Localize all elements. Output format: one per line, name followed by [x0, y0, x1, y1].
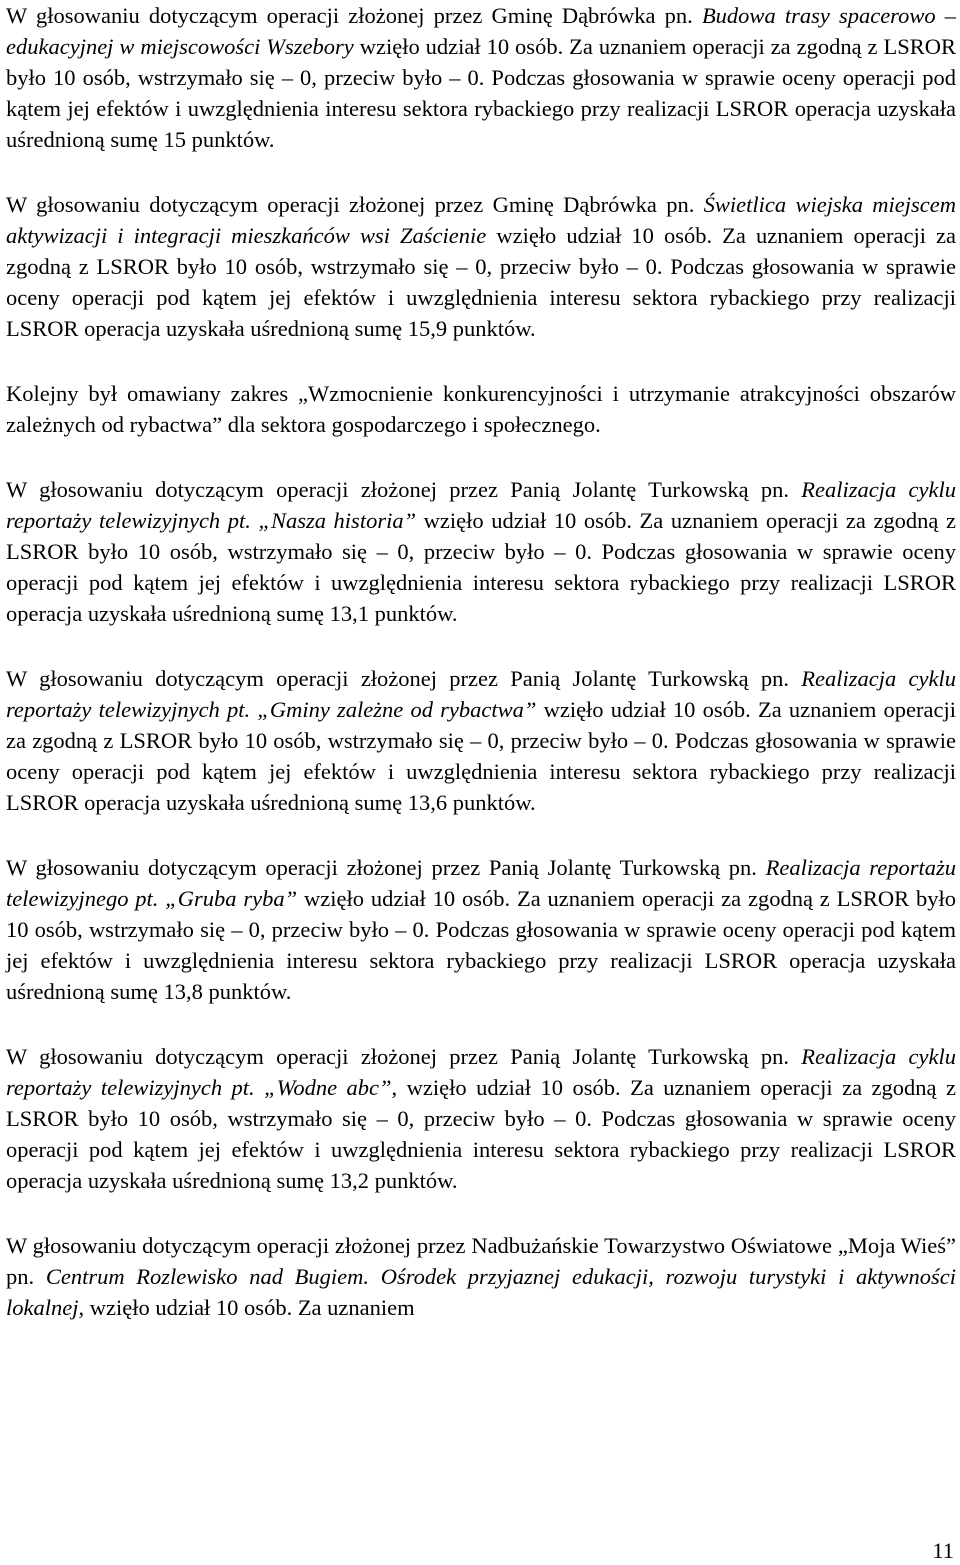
operation-title: Budowa trasy spacerowo – edukacyjnej w miejscowości Wszebory [6, 3, 956, 59]
operation-title: Realizacja cyklu reportaży telewizyjnych pt. „Wodne abc” [6, 1044, 956, 1100]
paragraph-text: wzięło udział 10 osób. Za uznaniem operacji za zgodną z LSROR było 10 osób, wstrzymało się – 0, przeciw było – 0. Podczas głosowania w sprawie oceny operacji pod kątem jej efektów i uwzględnienia interesu sektora rybackiego przy realizacji LSROR operacja uzyskała uśrednioną sumę 13,6 punktów. [6, 697, 956, 815]
paragraph [6, 378, 956, 440]
paragraph [6, 0, 956, 155]
paragraph-text: W głosowaniu dotyczącym operacji złożonej przez Panią Jolantę Turkowską pn. [6, 855, 766, 880]
paragraph-text: wzięło udział 10 osób. Za uznaniem operacji za zgodną z LSROR było 10 osób, wstrzymało się – 0, przeciw było – 0. Podczas głosowania w sprawie oceny operacji pod kątem jej efektów i uwzględnienia interesu sektora rybackiego przy realizacji LSROR operacja uzyskała uśrednioną sumę 15,9 punktów. [6, 223, 956, 341]
operation-title: Świetlica wiejska miejscem aktywizacji i integracji mieszkańców wsi Zaścienie [6, 192, 956, 248]
operation-title: Realizacja reportażu telewizyjnego pt. „Gruba ryba” [6, 855, 956, 911]
paragraph-text: W głosowaniu dotyczącym operacji złożonej przez Nadbużańskie Towarzystwo Oświatowe „Moja Wieś” pn. [6, 1233, 956, 1289]
paragraph [6, 663, 956, 818]
paragraph-text: , wzięło udział 10 osób. Za uznaniem [78, 1295, 415, 1320]
paragraph [6, 474, 956, 629]
paragraph-text: , wzięło udział 10 osób. Za uznaniem operacji za zgodną z LSROR było 10 osób, wstrzymało się – 0, przeciw było – 0. Podczas głosowania w sprawie oceny operacji pod kątem jej efektów i uwzględnienia interesu sektora rybackiego przy realizacji LSROR operacja uzyskała uśrednioną sumę 13,2 punktów. [6, 1075, 956, 1193]
paragraph-text: W głosowaniu dotyczącym operacji złożonej przez Panią Jolantę Turkowską pn. [6, 477, 802, 502]
paragraph [6, 189, 956, 344]
paragraph [6, 1041, 956, 1196]
paragraph-text: W głosowaniu dotyczącym operacji złożonej przez Gminę Dąbrówka pn. [6, 192, 704, 217]
paragraph-text: wzięło udział 10 osób. Za uznaniem operacji za zgodną z LSROR było 10 osób, wstrzymało się – 0, przeciw było – 0. Podczas głosowania w sprawie oceny operacji pod kątem jej efektów i uwzględnienia interesu sektora rybackiego przy realizacji LSROR operacja uzyskała uśrednioną sumę 13,8 punktów. [6, 886, 956, 1004]
operation-title: Centrum Rozlewisko nad Bugiem. Ośrodek przyjaznej edukacji, rozwoju turystyki i aktywności lokalnej [6, 1264, 957, 1320]
paragraph-text: W głosowaniu dotyczącym operacji złożonej przez Panią Jolantę Turkowską pn. [6, 666, 802, 691]
paragraph-text: Kolejny był omawiany zakres „Wzmocnienie konkurencyjności i utrzymanie atrakcyjności obszarów zależnych od rybactwa” dla sektora gospodarczego i społecznego. [6, 381, 956, 437]
paragraph [6, 852, 956, 1007]
document-page [6, 0, 956, 1357]
paragraph-text: wzięło udział 10 osób. Za uznaniem operacji za zgodną z LSROR było 10 osób, wstrzymało się – 0, przeciw było – 0. Podczas głosowania w sprawie oceny operacji pod kątem jej efektów i uwzględnienia interesu sektora rybackiego przy realizacji LSROR operacja uzyskała uśrednioną sumę 13,1 punktów. [6, 508, 956, 626]
paragraph-text: wzięło udział 10 osób. Za uznaniem operacji za zgodną z LSROR było 10 osób, wstrzymało się – 0, przeciw było – 0. Podczas głosowania w sprawie oceny operacji pod kątem jej efektów i uwzględnienia interesu sektora rybackiego przy realizacji LSROR operacja uzyskała uśrednioną sumę 15 punktów. [6, 34, 956, 152]
operation-title: Realizacja cyklu reportaży telewizyjnych pt. „Gminy zależne od rybactwa” [6, 666, 956, 722]
paragraph-text: W głosowaniu dotyczącym operacji złożonej przez Gminę Dąbrówka pn. [6, 3, 702, 28]
operation-title: Realizacja cyklu reportaży telewizyjnych pt. „Nasza historia” [6, 477, 956, 533]
page-number: 11 [932, 1538, 954, 1563]
paragraph-text: W głosowaniu dotyczącym operacji złożonej przez Panią Jolantę Turkowską pn. [6, 1044, 802, 1069]
paragraph [6, 1230, 956, 1323]
